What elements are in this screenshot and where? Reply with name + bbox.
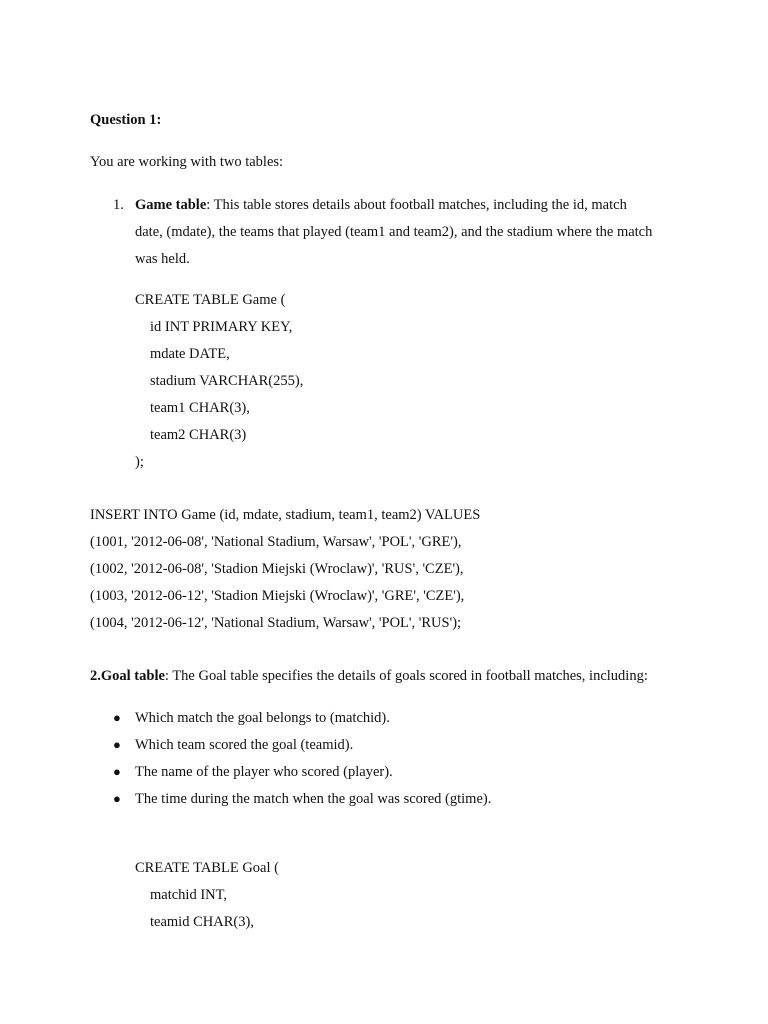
- goal-table-label: 2.Goal table: [90, 668, 165, 684]
- game-description-line-2: date, (mdate), the teams that played (team1 and team2), and the stadium where the match: [135, 224, 653, 240]
- game-create-line: team2 CHAR(3): [150, 427, 247, 443]
- goal-bullet-item: Which team scored the goal (teamid).: [135, 737, 354, 753]
- goal-bullet-item: Which match the goal belongs to (matchid).: [135, 710, 390, 726]
- game-create-line: team1 CHAR(3),: [150, 400, 250, 416]
- bullet-icon: ●: [113, 737, 121, 752]
- question-intro: You are working with two tables:: [90, 154, 284, 170]
- game-insert-line: (1002, '2012-06-08', 'Stadion Miejski (Wroclaw)', 'RUS', 'CZE'),: [90, 561, 464, 577]
- game-description-line-1: [135, 195, 627, 215]
- game-create-line: stadium VARCHAR(255),: [150, 373, 304, 389]
- game-description-text: : This table stores details about football matches, including the id, match: [206, 197, 627, 213]
- game-create-line: id INT PRIMARY KEY,: [150, 319, 293, 335]
- bullet-icon: ●: [113, 710, 121, 725]
- game-table-label: Game table: [135, 197, 207, 213]
- goal-description: [90, 666, 648, 686]
- goal-bullet-item: The time during the match when the goal was scored (gtime).: [135, 791, 492, 807]
- game-create-line: CREATE TABLE Game (: [135, 292, 286, 308]
- goal-create-line: teamid CHAR(3),: [150, 914, 254, 930]
- game-insert-line: INSERT INTO Game (id, mdate, stadium, team1, team2) VALUES: [90, 507, 481, 523]
- game-create-line: mdate DATE,: [150, 346, 230, 362]
- game-insert-line: (1001, '2012-06-08', 'National Stadium, Warsaw', 'POL', 'GRE'),: [90, 534, 462, 550]
- bullet-icon: ●: [113, 764, 121, 779]
- game-create-line: );: [135, 454, 144, 470]
- game-description-line-3: was held.: [135, 251, 190, 267]
- question-heading: Question 1:: [90, 112, 162, 128]
- goal-create-line: matchid INT,: [150, 887, 228, 903]
- bullet-icon: ●: [113, 791, 121, 806]
- game-insert-line: (1003, '2012-06-12', 'Stadion Miejski (Wroclaw)', 'GRE', 'CZE'),: [90, 588, 465, 604]
- goal-description-text: : The Goal table specifies the details of goals scored in football matches, including:: [164, 668, 648, 684]
- goal-bullet-item: The name of the player who scored (player).: [135, 764, 393, 780]
- goal-create-line: CREATE TABLE Goal (: [135, 860, 279, 876]
- game-list-number: 1.: [113, 197, 124, 213]
- game-insert-line: (1004, '2012-06-12', 'National Stadium, Warsaw', 'POL', 'RUS');: [90, 615, 462, 631]
